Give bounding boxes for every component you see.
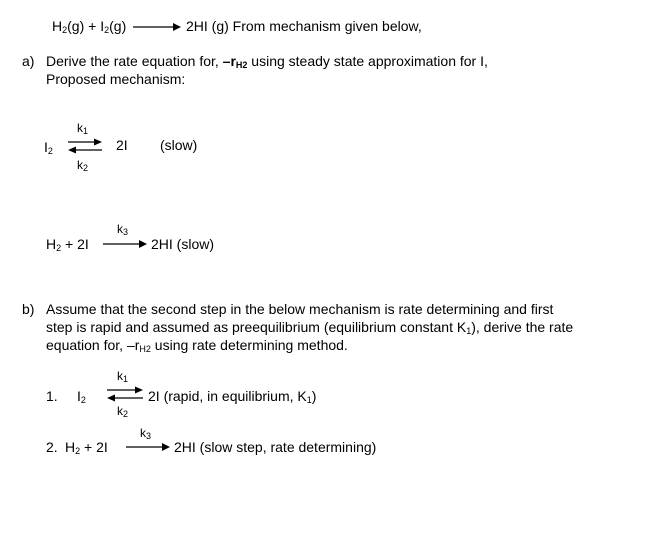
part-a-label: a) <box>22 53 35 69</box>
a-step2-k3 <box>117 222 128 236</box>
part-a-line1-prefix: Derive the rate equation for, <box>46 53 223 69</box>
forward-arrow-icon <box>133 20 183 34</box>
g-text: (g) <box>109 18 127 34</box>
i2-subscript: 2 <box>104 25 110 35</box>
b-step2-number: 2. <box>46 439 58 455</box>
header-reaction-reactants <box>52 18 126 35</box>
a-step1-k1 <box>77 121 88 135</box>
g-plus-i-text: (g) + I <box>67 18 105 34</box>
a-step2-reactant-subscript: 2 <box>56 243 62 253</box>
part-b-line3-prefix: equation for, –r <box>46 337 140 353</box>
b-step2-product: 2HI (slow step, rate determining) <box>174 439 377 455</box>
a-step1-k2-text: k <box>77 158 83 172</box>
a-step1-k1-subscript: 1 <box>83 126 89 136</box>
b-step2-k3 <box>140 426 151 440</box>
b-step1-k2-subscript: 2 <box>123 409 129 419</box>
a-step2-product: 2HI (slow) <box>151 236 215 252</box>
a-step1-k1-text: k <box>77 121 83 135</box>
b-step2-k3-text: k <box>140 426 146 440</box>
b-step1-number: 1. <box>46 388 58 404</box>
b-step2-reactant <box>65 439 108 456</box>
part-b-line2-suffix: ), derive the rate <box>471 319 574 335</box>
b-step1-k1-subscript: 1 <box>123 374 129 384</box>
b-step2-k3-subscript: 3 <box>146 431 152 441</box>
header-reaction-product: 2HI (g) From mechanism given below, <box>186 18 422 34</box>
forward-arrow-icon <box>126 440 172 454</box>
b-step1-reactant <box>77 388 86 405</box>
part-b-line2-prefix: step is rapid and assumed as preequilibrium (equilibrium constant K <box>46 319 467 335</box>
a-step1-note: (slow) <box>160 137 198 153</box>
h2-subscript: 2 <box>62 25 68 35</box>
a-step1-reactant-subscript: 2 <box>47 146 53 156</box>
b-step1-product <box>148 388 316 405</box>
b-step2-reactant-text: H <box>65 439 76 455</box>
part-a-line1-suffix: using steady state approximation for I, <box>247 53 488 69</box>
rate-subscript: H2 <box>235 60 248 70</box>
a-step2-reactant-rest: + 2I <box>61 236 89 252</box>
a-step1-k2-subscript: 2 <box>83 163 89 173</box>
b-step1-k2-text: k <box>117 404 123 418</box>
a-step1-reactant <box>44 139 53 156</box>
a-step1-reactant-text: I <box>44 139 48 155</box>
equilibrium-arrow-icon <box>105 385 145 403</box>
a-step2-reactant-text: H <box>46 236 57 252</box>
part-b-line3-subscript: H2 <box>139 344 151 354</box>
b-step1-k2 <box>117 404 128 418</box>
b-step2-reactant-rest: + 2I <box>80 439 108 455</box>
part-b-line1: Assume that the second step in the below mechanism is rate determining and first <box>46 301 554 317</box>
b-step1-reactant-text: I <box>77 388 81 404</box>
part-b-line2-subscript: 1 <box>466 326 472 336</box>
b-step1-k1 <box>117 369 128 383</box>
h2-text: H <box>52 18 63 34</box>
part-a-line2: Proposed mechanism: <box>46 71 186 87</box>
forward-arrow-icon <box>103 237 149 251</box>
part-b-line2 <box>46 319 573 336</box>
a-step1-k2 <box>77 158 88 172</box>
a-step2-reactant <box>46 236 89 253</box>
rate-symbol: –r <box>222 53 236 69</box>
b-step1-product-text: 2I (rapid, in equilibrium, K <box>148 388 307 404</box>
b-step2-reactant-subscript: 2 <box>75 446 81 456</box>
b-step1-product-subscript: 1 <box>306 395 312 405</box>
a-step1-product: 2I <box>116 137 128 153</box>
b-step1-reactant-subscript: 2 <box>80 395 86 405</box>
a-step2-k3-subscript: 3 <box>123 227 129 237</box>
a-step2-k3-text: k <box>117 222 123 236</box>
b-step1-product-end: ) <box>311 388 317 404</box>
part-b-line3-suffix: using rate determining method. <box>150 337 348 353</box>
part-a-line1 <box>46 53 488 70</box>
part-b-line3 <box>46 337 348 354</box>
b-step1-k1-text: k <box>117 369 123 383</box>
part-b-label: b) <box>22 301 35 317</box>
equilibrium-arrow-icon <box>66 137 104 155</box>
